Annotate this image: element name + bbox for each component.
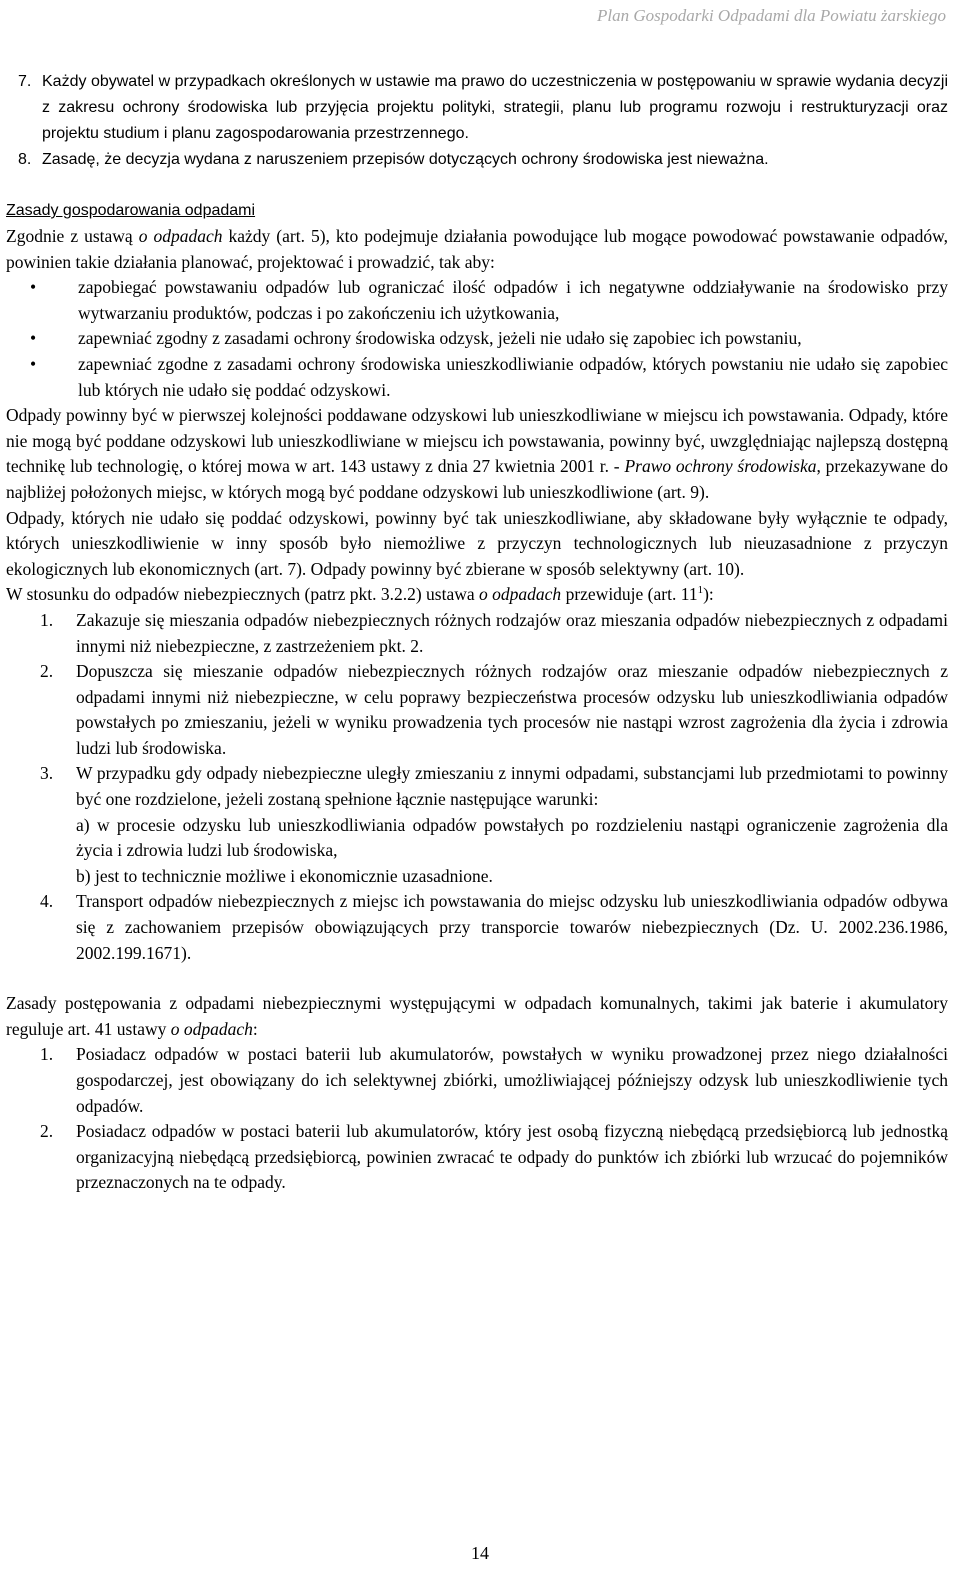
list-item xyxy=(6,1042,948,1119)
para-text: , przekazywane do najbliżej położonych miejsc, w których mogą być poddane odzyskowi lub unieszkodliwione (art. 9). xyxy=(6,456,948,502)
item-number: 4. xyxy=(40,891,54,912)
list-item xyxy=(6,889,948,966)
body-paragraph xyxy=(6,582,948,608)
section2-intro xyxy=(6,991,948,1042)
bullet-item xyxy=(6,352,948,403)
intro-italic: o odpadach xyxy=(170,1018,253,1039)
item-text: Posiadacz odpadów w postaci baterii lub akumulatorów, który jest osobą fizyczną niebędącą przedsiębiorcą lub jednostką organizacyjną niebędącą przedsiębiorcą, powinien zwracać te odpady do punktów ich zbiórki lub wrzucać do pojemników przeznaczonych na te odpady. xyxy=(76,1121,948,1193)
item-number: 2. xyxy=(40,1121,54,1142)
para-text: przewiduje (art. 11 xyxy=(561,584,698,605)
para-text: Odpady, które nie mogą być poddane odzyskowi lub unieszkodliwiane w miejscu ich powstawania, powinny być, uwzględniając najlepszą dostępną technikę lub technologię, o której mowa w art. 143 ustawy z dnia 27 kwietnia 2001 r. - xyxy=(6,405,949,477)
bullet-item xyxy=(6,326,948,352)
page-number: 14 xyxy=(471,1543,489,1563)
item-text: Zasadę, że decyzja wydana z naruszeniem przepisów dotyczących ochrony środowiska jest nieważna. xyxy=(42,151,769,168)
item-text: W przypadku gdy odpady niebezpieczne uległy zmieszaniu z innymi odpadami, substancjami lub przedmiotami to powinny być one rozdzielone, jeżeli zostaną spełnione łącznie następujące warunki: xyxy=(76,763,948,810)
bullet-glyph: • xyxy=(30,328,37,349)
item-number: 7. xyxy=(18,73,32,90)
page-content xyxy=(6,69,948,1196)
bullet-glyph: • xyxy=(30,277,37,298)
list-item xyxy=(6,761,948,889)
intro-text-cont: każdy (art. 5), kto podejmuje działania powodujące lub mogące powodować powstawanie odpadów, powinien takie działania planować, projektować i prowadzić, tak aby: xyxy=(6,226,948,272)
intro-italic: o odpadach xyxy=(138,226,223,246)
intro-text: Zgodnie z ustawą xyxy=(6,226,139,246)
para-text: W stosunku do odpadów niebezpiecznych (patrz pkt. 3.2.2) ustawa xyxy=(6,584,480,605)
heading-text: Zasady gospodarowania odpadami xyxy=(6,202,256,219)
intro-paragraph xyxy=(6,224,948,275)
spacer xyxy=(6,966,948,991)
intro-text-cont: : xyxy=(252,1018,258,1039)
item-text: Dopuszcza się mieszanie odpadów niebezpiecznych różnych rodzajów oraz mieszanie odpadów niebezpiecznych z odpadami innymi niż niebezpieczne, w celu poprawy bezpieczeństwa procesów odzysku lub unieszkodliwiania odpadów powstałych po zmieszaniu, jeżeli w wyniku prowadzenia tych procesów nie nastąpi wzrost zagrożenia dla życia i zdrowia ludzi lub środowiska. xyxy=(76,661,948,758)
section-heading xyxy=(6,198,948,224)
item-number: 2. xyxy=(40,661,54,682)
para-italic: o odpadach xyxy=(479,584,562,605)
bullet-text: zapewniać zgodne z zasadami ochrony środowiska unieszkodliwianie odpadów, których powstaniu nie udało się zapobiec lub których nie udało się poddać odzyskowi. xyxy=(78,353,948,400)
bullet-text: zapewniać zgodny z zasadami ochrony środowiska odzysk, jeżeli nie udało się zapobiec ich powstaniu, xyxy=(78,328,802,349)
bullet-list xyxy=(6,275,948,403)
bullet-glyph: • xyxy=(30,353,37,374)
spacer xyxy=(6,173,948,198)
bullet-text: zapobiegać powstawaniu odpadów lub ograniczać ilość odpadów i ich negatywne oddziaływanie na środowisko przy wytwarzaniu produktów, podczas i po zakończeniu ich użytkowania, xyxy=(78,277,948,323)
top-list xyxy=(6,69,948,173)
item-text: Transport odpadów niebezpiecznych z miejsc ich powstawania do miejsc odzysku lub unieszkodliwiania odpadów odbywa się z zachowaniem przepisów obowiązujących przy transporcie towarów niebezpiecznych (Dz. U. 2002.236.1986, 2002.199.1671). xyxy=(76,891,948,963)
item-number: 1. xyxy=(40,609,54,630)
item-body xyxy=(76,761,948,889)
para-text: ): xyxy=(703,584,714,605)
list-item xyxy=(6,147,948,173)
list-item xyxy=(6,69,948,147)
item-number: 8. xyxy=(18,151,32,168)
item-text: Każdy obywatel w przypadkach określonych w ustawie ma prawo do uczestniczenia w postępowaniu w sprawie wydania decyzji z zakresu ochrony środowiska lub przyjęcia projektu polityki, strategii, planu lub programu rozwoju i restrukturyzacji oraz projektu studium i planu zagospodarowania przestrzennego. xyxy=(42,73,948,142)
superscript: 1 xyxy=(697,584,704,597)
sub-item-b: b) jest to technicznie możliwe i ekonomicznie uzasadnione. xyxy=(76,865,493,886)
list-item xyxy=(6,608,948,659)
para-text: Odpady, których nie udało się poddać odzyskowi, powinny być tak unieszkodliwiane, aby składowane były wyłącznie te odpady, których unieszkodliwienie w inny sposób było niemożliwe z przyczyn technologicznych lub nieuzasadnione z przyczyn ekologicznych lub ekonomicznych (art. 7). Odpady powinny być zbierane w sposób selektywny (art. 10). xyxy=(6,507,948,579)
sub-item-a: a) w procesie odzysku lub unieszkodliwiania odpadów powstałych po rozdzieleniu nastąpi ograniczenie zagrożenia dla życia i zdrowia ludzi lub środowiska, xyxy=(76,814,948,861)
para-text: Odpady powinny być w pierwszej kolejności poddawane odzyskowi lub unieszkodliwiane w miejscu ich powstawania. xyxy=(6,405,845,426)
list-item xyxy=(6,1119,948,1196)
item-number: 3. xyxy=(40,763,54,784)
intro-text: Zasady postępowania z odpadami niebezpiecznymi występującymi w odpadach komunalnych, takimi jak baterie i akumulatory reguluje art. 41 ustawy xyxy=(6,993,948,1039)
body-paragraph xyxy=(6,403,948,505)
item-number: 1. xyxy=(40,1044,54,1065)
body-paragraph xyxy=(6,506,948,583)
item-text: Zakazuje się mieszania odpadów niebezpiecznych różnych rodzajów oraz mieszania odpadów niebezpiecznych z odpadami innymi niż niebezpieczne, z zastrzeżeniem pkt. 2. xyxy=(76,609,948,656)
item-text: Posiadacz odpadów w postaci baterii lub akumulatorów, powstałych w wyniku prowadzonej przez niego działalności gospodarczej, jest obowiązany do ich selektywnej zbiórki, umożliwiającej późniejszy odzysk lub unieszkodliwienie tych odpadów. xyxy=(76,1044,948,1116)
para-italic: Prawo ochrony środowiska xyxy=(624,456,817,477)
bullet-item xyxy=(6,275,948,326)
running-header: Plan Gospodarki Odpadami dla Powiatu żarskiego xyxy=(597,6,946,25)
list-item xyxy=(6,659,948,761)
